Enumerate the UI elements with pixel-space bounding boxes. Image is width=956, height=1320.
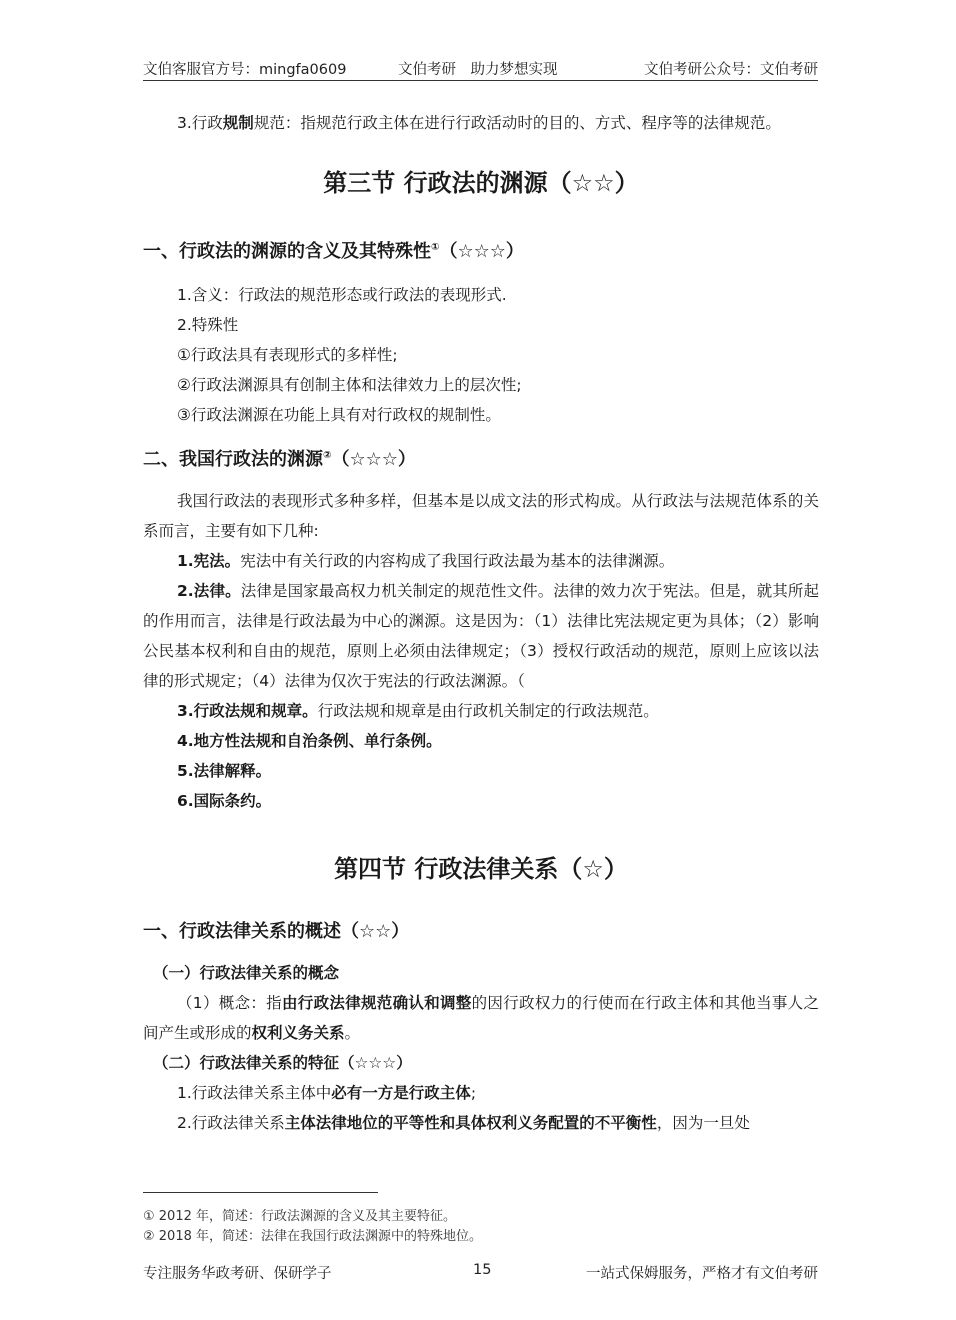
section4-title: 第四节 行政法律关系（☆）: [334, 855, 628, 883]
list-item: ①行政法具有表现形式的多样性;: [177, 346, 398, 364]
intro-paragraph: 3.行政规制规范：指规范行政主体在进行行政活动时的目的、方式、程序等的法律规范。: [177, 114, 781, 132]
feature-item: 2.行政法律关系主体法律地位的平等性和具体权利义务配置的不平衡性，因为一旦处: [177, 1114, 750, 1132]
source-item: 3.行政法规和规章。行政法规和规章是由行政机关制定的行政法规范。: [177, 702, 659, 720]
header-left: 文伯客服官方号：mingfa0609: [143, 62, 347, 78]
footnote-divider: [143, 1192, 378, 1193]
concept-paragraph: （1）概念：指由行政法律规范确认和调整的因行政权力的行使而在行政主体和其他当事人之间产生或形成的权利义务关系。: [143, 994, 819, 1042]
footer-right: 一站式保姆服务，严格才有文伯考研: [586, 1266, 818, 1282]
section3-heading-1: 一、行政法的渊源的含义及其特殊性①（☆☆☆）: [143, 241, 524, 262]
list-item: ②行政法渊源具有创制主体和法律效力上的层次性;: [177, 376, 522, 394]
section4-part1-body: [143, 958, 819, 1138]
page-content: [143, 108, 819, 1138]
section3-heading-2: 二、我国行政法的渊源②（☆☆☆）: [143, 449, 416, 470]
footer-left: 专注服务华政考研、保研学子: [143, 1266, 332, 1282]
footnote-2: ② 2018 年，简述：法律在我国行政法渊源中的特殊地位。: [143, 1229, 483, 1244]
source-item: 1.宪法。宪法中有关行政的内容构成了我国行政法最为基本的法律渊源。: [177, 552, 675, 570]
list-item: ③行政法渊源在功能上具有对行政权的规制性。: [177, 406, 501, 424]
header-right: 文伯考研公众号：文伯考研: [644, 62, 818, 78]
section3-title: 第三节 行政法的渊源（☆☆）: [323, 169, 639, 197]
page-number: 15: [473, 1262, 492, 1278]
footnote-1: ① 2012 年，简述：行政法渊源的含义及其主要特征。: [143, 1209, 457, 1224]
source-item: 6.国际条约。: [177, 792, 272, 810]
subheading-concept: （一）行政法律关系的概念: [153, 964, 340, 982]
subheading-features: （二）行政法律关系的特征（☆☆☆）: [153, 1054, 412, 1072]
list-item: 2.特殊性: [177, 316, 239, 334]
section3-part1-list: [143, 280, 819, 430]
list-item: 1.含义：行政法的规范形态或行政法的表现形式.: [177, 286, 507, 304]
page-header: [143, 58, 818, 80]
section3-part2-intro: 我国行政法的表现形式多种多样，但基本是以成文法的形式构成。从行政法与法规范体系的关系而言，主要有如下几种:: [143, 492, 819, 540]
source-item: 5.法律解释。: [177, 762, 272, 780]
feature-item: 1.行政法律关系主体中必有一方是行政主体;: [177, 1084, 477, 1102]
source-item: 2.法律。法律是国家最高权力机关制定的规范性文件。法律的效力次于宪法。但是，就其所起的作用而言，法律是行政法最为中心的渊源。这是因为：（1）法律比宪法规定更为具体；（2）影响公民基本权利和自由的规范，原则上必须由法律规定；（3）授权行政活动的规范，原则上应该以法律的形式规定；（4）法律为仅次于宪法的行政法渊源。（: [143, 582, 819, 690]
section4-heading-1: 一、行政法律关系的概述（☆☆）: [143, 921, 410, 942]
source-item: 4.地方性法规和自治条例、单行条例。: [177, 732, 442, 750]
header-center: 文伯考研 助力梦想实现: [398, 62, 558, 78]
section3-part2-body: [143, 486, 819, 816]
header-divider: [143, 80, 818, 81]
